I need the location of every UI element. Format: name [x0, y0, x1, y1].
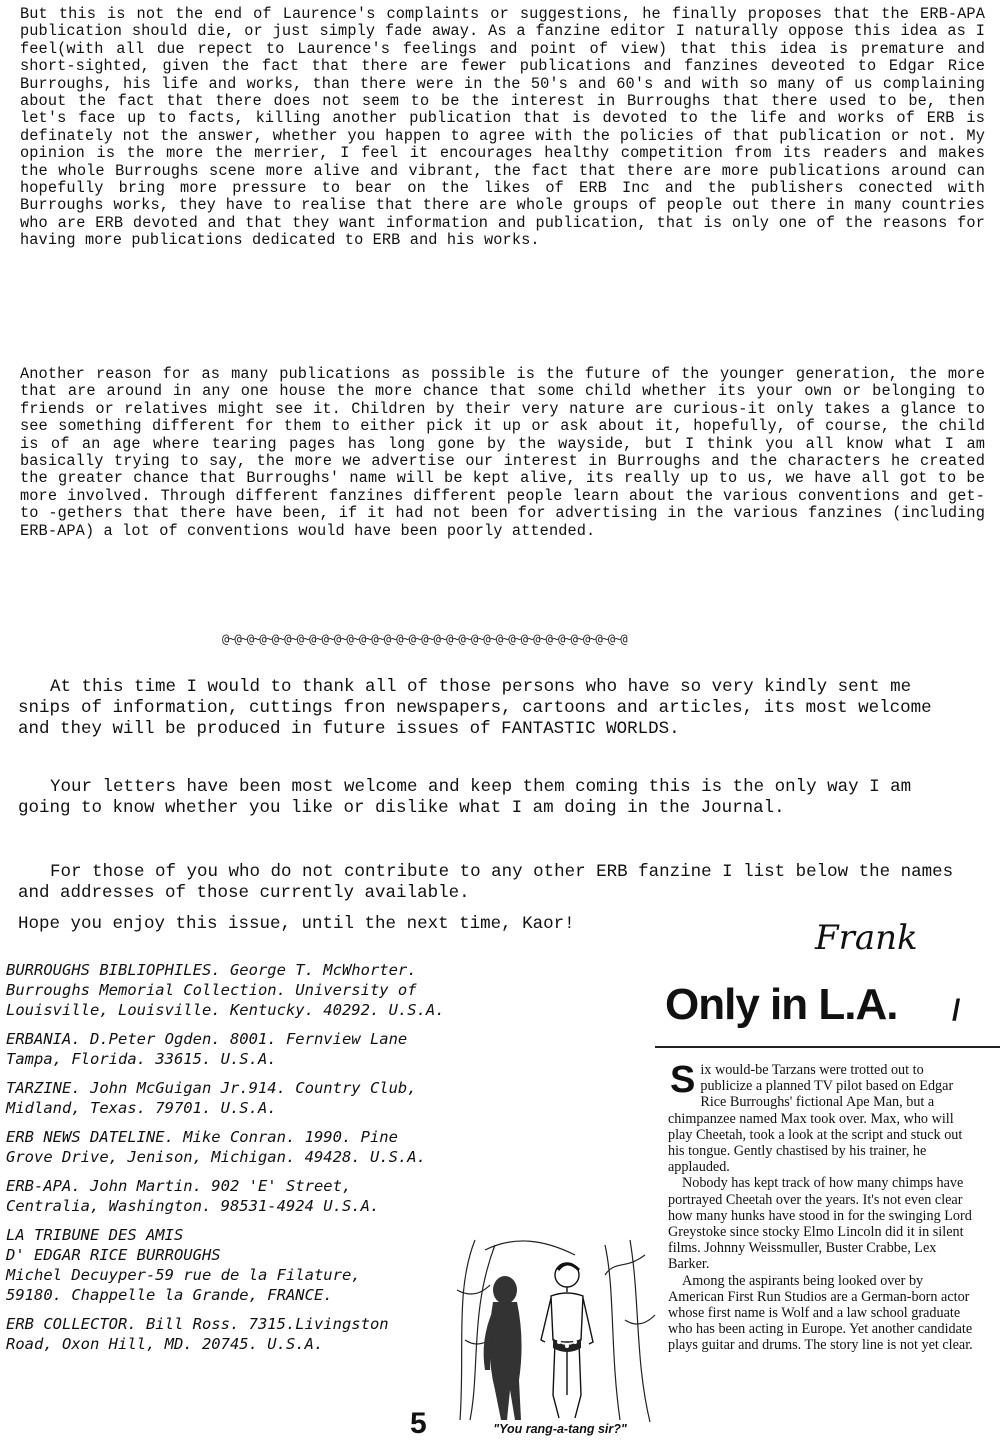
body-paragraph-4: Your letters have been most welcome and keep them coming this is the only way I am going to know whether you like or dislike what I am doing in the Journal.	[18, 777, 912, 818]
fanzine-address-list	[6, 960, 476, 1363]
clipping-paragraph-2: Nobody has kept track of how many chimps have portrayed Cheetah over the years. It's not even clear how many hunks have stood in for the swinging Lord Greystoke since stocky Elmo Lincoln did it in silent films. Johnny Weissmuller, Buster Crabbe, Lex Barker.	[668, 1175, 972, 1273]
clipping-paragraph-1	[668, 1059, 978, 1176]
address-entry	[6, 1078, 476, 1118]
clipping-rule	[655, 1046, 1000, 1048]
body-paragraph-1: But this is not the end of Laurence's complaints or suggestions, he finally proposes that the ERB-APA publication should die, or just simply fade away. As a fanzine editor I naturally oppose this idea as I feel(with all due repect to Laurence's feelings and point of view) that this idea is premature and short-sighted, given the fact that there are fewer publications and fanzines deveoted to Edgar Rice Burroughs, his life and works, than there were in the 50's and 60's and with so many of us complaining about the fact that there does not seem to be the interest in Burroughs that there used to be, then let's face up to facts, killing another publication that is devoted to the life and works of ERB is definately not the answer, whether you happen to agree with the policies of that publication or not. My opinion is the more the merrier, I feel it encourages healthy competition from its readers and makes the whole Burroughs scene more alive and vibrant, the fact that there are more publications around can hopefully bring more pressure to bear on the likes of ERB Inc and the publishers conected with Burroughs works, they have to realise that there are whole groups of people out there in many countries who are ERB devoted and that they want information and publication, that is only one of the reasons for having more publications dedicated to ERB and his works.	[20, 5, 985, 250]
address-entry	[6, 1127, 476, 1167]
address-line: ERB NEWS DATELINE. Mike Conran. 1990. Pine	[6, 1128, 398, 1146]
cartoon-caption: "You rang-a-tang sir?"	[493, 1422, 627, 1436]
address-line: Louisville, Louisville. Kentucky. 40292. U.S.A.	[6, 1001, 445, 1019]
address-line: 59180. Chappelle la Grande, FRANCE.	[6, 1286, 333, 1304]
cartoon-drawing	[455, 1230, 660, 1425]
address-line: ERB-APA. John Martin. 902 'E' Street,	[6, 1177, 352, 1195]
clipping-dropcap: S	[670, 1059, 696, 1101]
address-entry	[6, 960, 476, 1020]
address-line: D' EDGAR RICE BURROUGHS	[6, 1246, 221, 1264]
body-paragraph-2: Another reason for as many publications as possible is the future of the younger generation, the more that are around in any one house the more chance that some child whether its your own or belonging to friends or relatives might see it. Children by their very nature are curious-it only takes a glance to see something different for them to either pick it up or ask about it, hopefully, of course, the child is of an age where tearing pages has long gone by the wayside, but I think you all know what I am basically trying to say, the more we advertise our interest in Burroughs and the characters he created the greater chance that Burroughs' name will be kept alive, its really up to us, we have all got to be more involved. Through different fanzines different people learn about the various conventions and get-to -gethers that there have been, if it had not been for advertising in the various fanzines (including ERB-APA) a lot of conventions would have been poorly attended.	[20, 365, 985, 540]
address-line: Tampa, Florida. 33615. U.S.A.	[6, 1050, 277, 1068]
address-line: Road, Oxon Hill, MD. 20745. U.S.A.	[6, 1335, 324, 1353]
sign-off-line: Hope you enjoy this issue, until the next time, Kaor!	[18, 914, 575, 934]
body-paragraph-5: For those of you who do not contribute to any other ERB fanzine I list below the names and addresses of those currently available.	[18, 862, 954, 903]
page-number: 5	[410, 1407, 427, 1440]
clipping-paragraph-3: Among the aspirants being looked over by American First Run Studios are a German-born actor whose first name is Wolf and a law school graduate who has been acting in Europe. Yet another candidate plays guitar and drums. The story line is not yet clear.	[668, 1272, 973, 1354]
address-line: Centralia, Washington. 98531-4924 U.S.A.	[6, 1197, 380, 1215]
clipping-slash-mark: /	[952, 994, 961, 1027]
clipping-headline: Only in L.A.	[665, 980, 898, 1029]
address-line: ERBANIA. D.Peter Ogden. 8001. Fernview Lane	[6, 1030, 408, 1048]
address-line: ERB COLLECTOR. Bill Ross. 7315.Livingston	[6, 1315, 389, 1333]
address-line: Burroughs Memorial Collection. University of	[6, 981, 417, 999]
address-entry	[6, 1176, 476, 1216]
address-entry	[6, 1225, 476, 1305]
address-line: Grove Drive, Jenison, Michigan. 49428. U.S.A.	[6, 1148, 426, 1166]
address-line: Michel Decuyper-59 rue de la Filature,	[6, 1266, 361, 1284]
clipping-paragraph-1-text: ix would-be Tarzans were trotted out to publicize a planned TV pilot based on Edgar Rice Burroughs' fictional Ape Man, but a chimpanzee named Max took over. Max, who will play Cheetah, took a look at the script and stuck out his tongue. Gently chastised by his trainer, he applauded.	[668, 1062, 963, 1176]
tarzan-cartoon	[455, 1230, 660, 1425]
newspaper-clipping	[668, 1059, 978, 1354]
address-line: LA TRIBUNE DES AMIS	[6, 1226, 184, 1244]
address-line: BURROUGHS BIBLIOPHILES. George T. McWhorter.	[6, 961, 417, 979]
address-line: Midland, Texas. 79701. U.S.A.	[6, 1099, 277, 1117]
ornamental-divider: @~@~@~@~@~@~@~@~@~@~@~@~@~@~@~@~@~@~@~@~@~@~@~@~@~@~@~@~@~@~@~@~@	[222, 632, 627, 646]
address-entry	[6, 1314, 476, 1354]
signature: Frank	[815, 918, 918, 958]
address-line: TARZINE. John McGuigan Jr.914. Country Club,	[6, 1079, 417, 1097]
body-paragraph-3: At this time I would to thank all of those persons who have so very kindly sent me snips of information, cuttings fron newspapers, cartoons and articles, its most welcome and they will be produced in future issues of FANTASTIC WORLDS.	[18, 677, 932, 739]
address-entry	[6, 1029, 476, 1069]
